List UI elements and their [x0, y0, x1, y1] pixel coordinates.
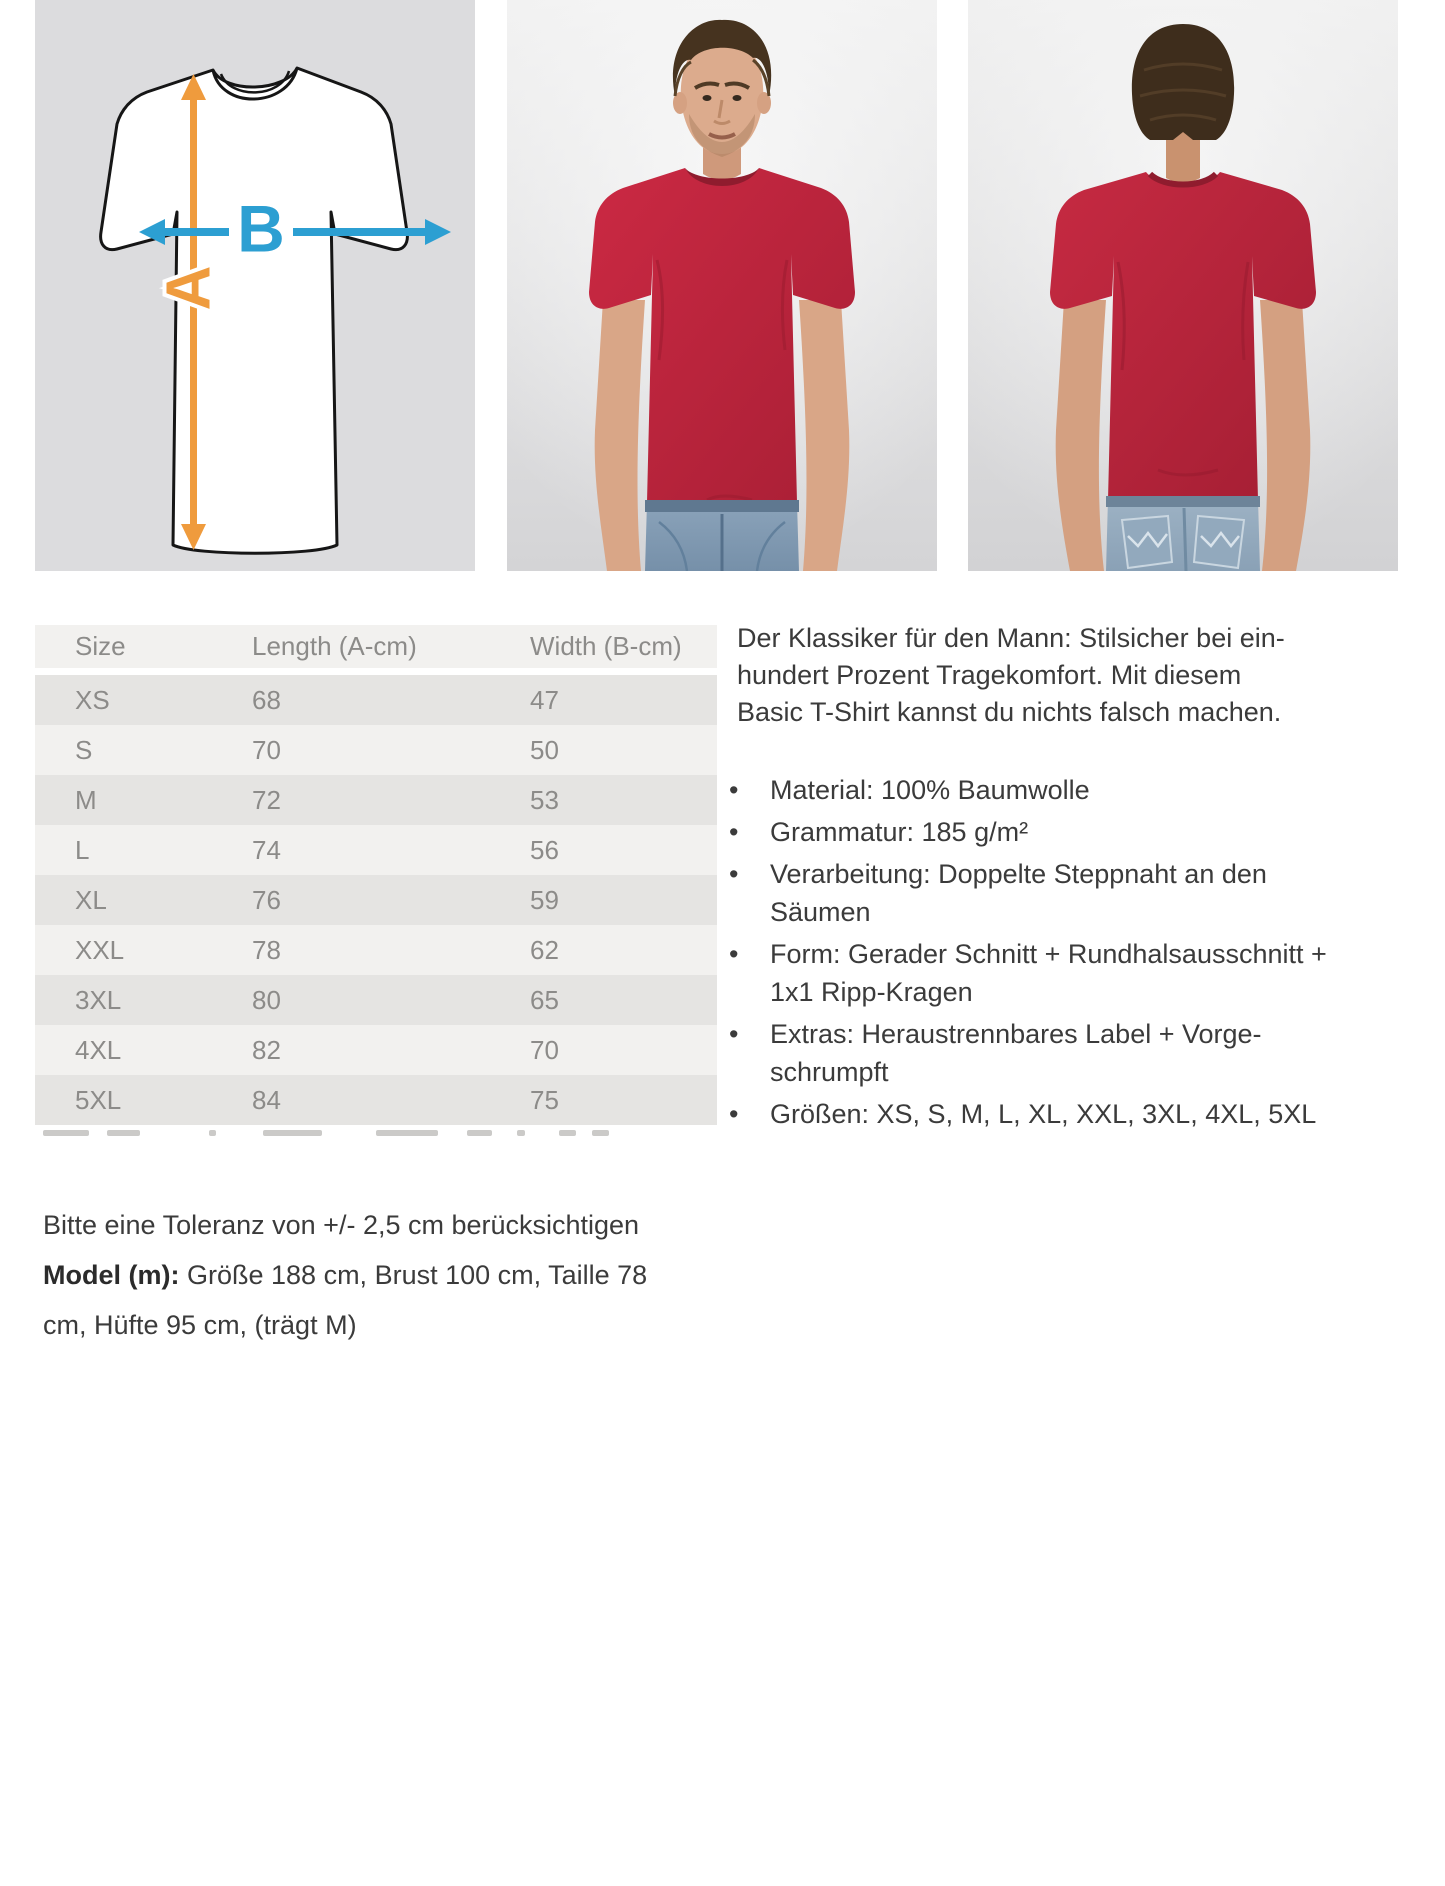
length-cell: 70: [252, 734, 281, 765]
feature-bullet: • Verarbeitung: Doppelte Steppnaht an den Säumen: [727, 855, 1327, 931]
column-header-width: Width (B-cm): [530, 631, 682, 661]
label-a: A: [154, 265, 224, 311]
table-row: [35, 975, 717, 1025]
width-cell: 56: [530, 834, 559, 865]
model-back-photo: [968, 0, 1398, 571]
tshirt-measure-diagram: [35, 0, 475, 571]
width-cell: 70: [530, 1034, 559, 1065]
feature-bullet: • Größen: XS, S, M, L, XL, XXL, 3XL, 4XL, 5XL: [727, 1095, 1327, 1133]
length-cell: 78: [252, 934, 281, 965]
product-description: [727, 620, 1327, 1137]
model-front-photo: [507, 0, 937, 571]
size-cell: XL: [75, 884, 107, 915]
model-front-illustration: [507, 0, 937, 571]
length-cell: 74: [252, 834, 281, 865]
size-cell: 5XL: [75, 1084, 122, 1115]
length-cell: 82: [252, 1034, 281, 1065]
column-header-size: Size: [75, 631, 126, 661]
length-cell: 80: [252, 984, 281, 1015]
length-cell: 72: [252, 784, 281, 815]
size-cell: 3XL: [75, 984, 122, 1015]
intro-line-2: hundert Prozent Tragekomfort. Mit diesem: [737, 660, 1242, 690]
table-row: [35, 675, 717, 725]
length-cell: 68: [252, 684, 281, 715]
feature-bullet: • Material: 100% Baumwolle: [727, 771, 1327, 809]
table-row: [35, 825, 717, 875]
width-cell: 47: [530, 684, 559, 715]
model-note: [43, 1250, 653, 1350]
table-row: [35, 925, 717, 975]
model-note-label: Model (m):: [43, 1260, 180, 1290]
column-header-length: Length (A-cm): [252, 631, 417, 661]
size-cell: XXL: [75, 934, 125, 965]
table-row: [35, 775, 717, 825]
size-diagram-image: [35, 0, 475, 571]
feature-list: [727, 771, 1327, 1133]
measurement-notes: [43, 1200, 653, 1350]
model-note-text: Größe 188 cm, Brust 100 cm, Taille 78 cm, Hüfte 95 cm, (trägt M): [43, 1260, 648, 1340]
length-cell: 76: [252, 884, 281, 915]
table-row: [35, 1075, 717, 1125]
feature-bullet: • Grammatur: 185 g/m²: [727, 813, 1327, 851]
table-row: [35, 1025, 717, 1075]
table-row: [35, 875, 717, 925]
tolerance-note: Bitte eine Toleranz von +/- 2,5 cm berücksichtigen: [43, 1210, 640, 1240]
width-cell: 59: [530, 884, 559, 915]
size-cell: M: [75, 784, 97, 815]
model-back-illustration: [968, 0, 1398, 571]
size-table-body: [35, 675, 717, 1125]
length-cell: 84: [252, 1084, 281, 1115]
feature-bullet: • Extras: Heraustrennbares Label + Vorgeschrumpft: [727, 1015, 1327, 1091]
width-cell: 62: [530, 934, 559, 965]
size-cell: L: [75, 834, 90, 865]
size-cell: XS: [75, 684, 110, 715]
size-table-header: [35, 625, 717, 668]
intro-line-1: Der Klassiker für den Mann: Stilsicher bei ein-: [737, 623, 1285, 653]
feature-bullet: • Form: Gerader Schnitt + Rundhalsausschnitt + 1x1 Ripp-Kragen: [727, 935, 1327, 1011]
intro-line-3: Basic T-Shirt kannst du nichts falsch machen.: [737, 697, 1282, 727]
size-cell: 4XL: [75, 1034, 122, 1065]
width-cell: 50: [530, 734, 559, 765]
width-cell: 65: [530, 984, 559, 1015]
clipped-row-artifact: [35, 1129, 717, 1138]
size-cell: S: [75, 734, 93, 765]
table-row: [35, 725, 717, 775]
size-table: [35, 625, 717, 1125]
width-cell: 53: [530, 784, 559, 815]
width-cell: 75: [530, 1084, 559, 1115]
label-b: B: [237, 191, 285, 266]
description-intro: [727, 620, 1327, 731]
